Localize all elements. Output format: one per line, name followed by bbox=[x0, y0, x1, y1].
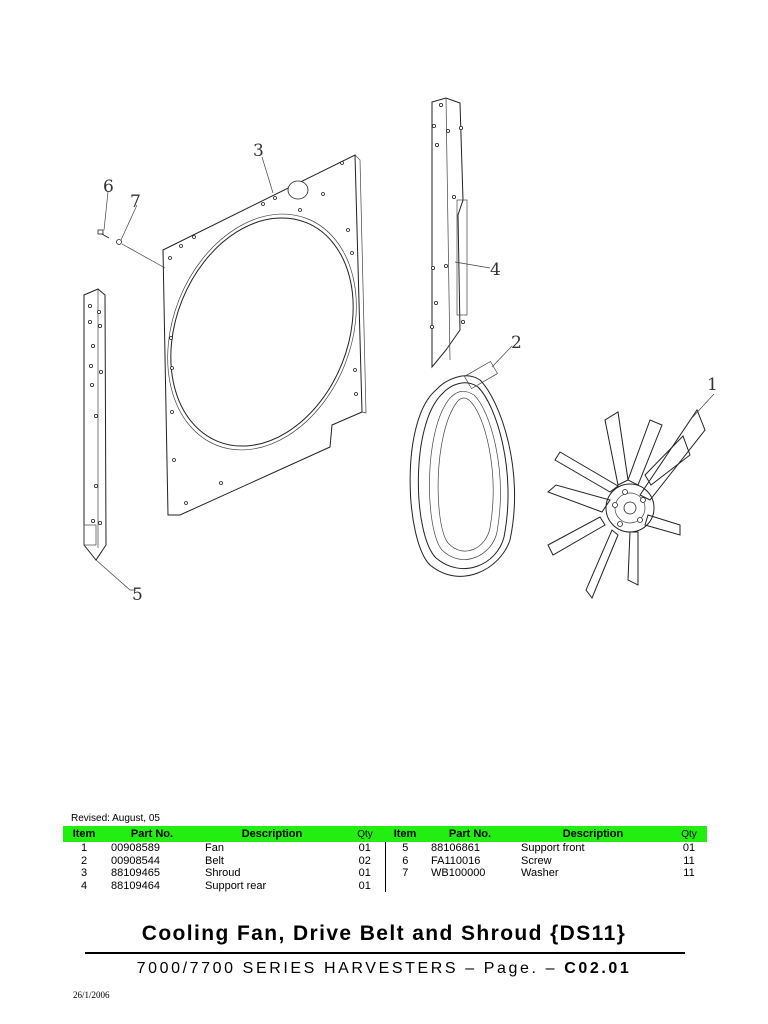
cell-description: Washer bbox=[521, 867, 559, 879]
callout-2: 2 bbox=[511, 333, 522, 353]
cell-part-no: FA110016 bbox=[431, 854, 481, 867]
callout-4: 4 bbox=[490, 260, 501, 280]
header-item: Item bbox=[385, 826, 425, 842]
table-row bbox=[63, 880, 707, 893]
cell-item: 2 bbox=[80, 854, 88, 867]
parts-table bbox=[63, 826, 707, 892]
cell-item: 4 bbox=[80, 879, 88, 892]
cell-item: 1 bbox=[80, 842, 88, 854]
cell-part-no: 88109464 bbox=[111, 879, 160, 892]
cell-description: Shroud bbox=[205, 867, 241, 879]
cell-qty: 11 bbox=[683, 867, 695, 879]
header-description: Description bbox=[515, 826, 671, 842]
header-item: Item bbox=[63, 826, 105, 842]
cell-item: 5 bbox=[402, 842, 409, 854]
cell-item: 3 bbox=[80, 867, 88, 879]
screw-washer-parts bbox=[98, 177, 165, 268]
cell-description bbox=[515, 880, 671, 893]
cell-description: Screw bbox=[521, 854, 552, 867]
support-rear-part bbox=[430, 98, 500, 367]
callout-1: 1 bbox=[707, 375, 718, 395]
table-row bbox=[63, 842, 707, 855]
cell-qty bbox=[671, 880, 707, 893]
page-subtitle bbox=[0, 960, 768, 978]
callout-3: 3 bbox=[253, 141, 264, 161]
cell-qty: 01 bbox=[345, 867, 385, 880]
callout-5: 5 bbox=[132, 585, 143, 605]
cell-description: Belt bbox=[205, 854, 224, 867]
header-part-no: Part No. bbox=[425, 826, 515, 842]
cell-qty: 01 bbox=[345, 842, 385, 855]
cell-item: 6 bbox=[402, 854, 409, 867]
cell-part-no: WB100000 bbox=[431, 867, 486, 879]
series-text: 7000/7700 SERIES HARVESTERS – Page. – bbox=[136, 960, 558, 977]
cell-part-no: 00908544 bbox=[111, 854, 160, 867]
cell-item bbox=[385, 880, 425, 893]
cell-qty: 02 bbox=[345, 855, 385, 868]
print-date: 26/1/2006 bbox=[73, 990, 110, 1000]
cell-part-no: 88106861 bbox=[431, 842, 480, 854]
table-row bbox=[63, 855, 707, 868]
cell-qty: 11 bbox=[683, 854, 695, 867]
revised-date: Revised: August, 05 bbox=[71, 813, 160, 824]
title-divider bbox=[85, 952, 685, 954]
cell-part-no: 88109465 bbox=[111, 867, 160, 879]
cell-qty: 01 bbox=[682, 842, 696, 854]
table-row bbox=[63, 867, 707, 880]
header-qty: Qty bbox=[345, 826, 385, 842]
belt-part bbox=[410, 333, 522, 576]
page-code: C02.01 bbox=[564, 960, 632, 977]
header-part-no: Part No. bbox=[105, 826, 199, 842]
fan-part bbox=[548, 375, 718, 598]
cell-qty: 01 bbox=[345, 880, 385, 893]
callout-7: 7 bbox=[130, 192, 141, 212]
cell-description: Support rear bbox=[205, 879, 267, 892]
header-description: Description bbox=[199, 826, 345, 842]
header-qty: Qty bbox=[671, 826, 707, 842]
cell-item: 7 bbox=[402, 867, 409, 879]
table-header-row bbox=[63, 826, 707, 842]
support-front-part bbox=[84, 289, 143, 605]
callout-6: 6 bbox=[103, 177, 114, 197]
cell-description: Fan bbox=[205, 842, 224, 854]
cell-description: Support front bbox=[521, 842, 585, 854]
cell-part-no bbox=[425, 880, 515, 893]
cell-part-no: 00908589 bbox=[111, 842, 160, 854]
page-title: Cooling Fan, Drive Belt and Shroud {DS11} bbox=[141, 922, 627, 945]
shroud-part bbox=[134, 141, 390, 515]
